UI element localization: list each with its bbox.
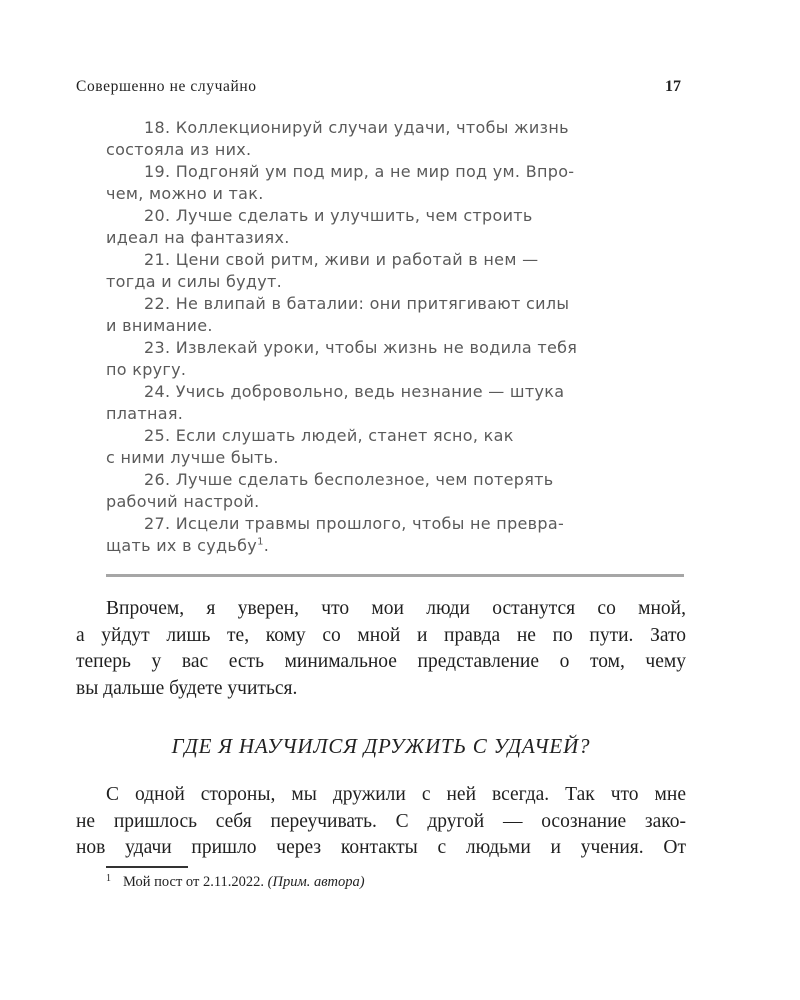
- rule-line: 23. Извлекай уроки, чтобы жизнь не водила тебя: [144, 338, 578, 357]
- rule-line: [106, 535, 646, 557]
- section-divider: [106, 574, 684, 577]
- paragraph-line: нов удачи пришло через контакты с людьми и учения. От: [76, 837, 686, 858]
- rule-item-22: [106, 293, 646, 337]
- paragraph-line: вы дальше будете учиться.: [76, 677, 298, 699]
- paragraph-line: С одной стороны, мы дружили с ней всегда. Так что мне: [106, 784, 686, 805]
- rule-item-23: [106, 337, 646, 381]
- paragraph-line: не пришлось себя переучивать. С другой — осознание зако-: [76, 810, 686, 832]
- rule-line: 19. Подгоняй ум под мир, а не мир под ум. Впро-: [144, 162, 575, 181]
- section-heading: ГДЕ Я НАУЧИЛСЯ ДРУЖИТЬ С УДАЧЕЙ?: [171, 734, 591, 758]
- rule-line: 26. Лучше сделать бесполезное, чем потерять: [144, 470, 554, 489]
- rule-item-26: [106, 469, 646, 513]
- footnote-note: (Прим. автора): [267, 874, 365, 890]
- rule-item-24: [106, 381, 646, 425]
- paragraph-line: а уйдут лишь те, кому со мной и правда не по пути. Зато: [76, 624, 686, 646]
- rule-item-25: [106, 425, 646, 469]
- footnote-reference[interactable]: 1: [257, 536, 264, 548]
- paragraph-line: Впрочем, я уверен, что мои люди останутся со мной,: [106, 598, 686, 619]
- rule-item-27: [106, 513, 646, 557]
- rule-line: состояла из них.: [106, 140, 252, 159]
- rule-line-text: щать их в судьбу: [106, 536, 258, 555]
- rule-line: чем, можно и так.: [106, 184, 264, 203]
- rule-line: 22. Не влипай в баталии: они притягивают силы: [144, 294, 570, 313]
- rule-line: 21. Цени свой ритм, живи и работай в нем —: [144, 250, 539, 269]
- rule-line: платная.: [106, 404, 184, 423]
- rule-line: с ними лучше быть.: [106, 448, 279, 467]
- footnote: [106, 874, 365, 891]
- rule-line: 27. Исцели травмы прошлого, чтобы не превра-: [144, 514, 565, 533]
- rule-line: 24. Учись добровольно, ведь незнание — штука: [144, 382, 565, 401]
- rule-line: тогда и силы будут.: [106, 272, 283, 291]
- rule-item-20: [106, 205, 646, 249]
- rule-line: 25. Если слушать людей, станет ясно, как: [144, 426, 514, 445]
- running-title: Совершенно не случайно: [76, 78, 257, 95]
- rule-line: идеал на фантазиях.: [106, 228, 290, 247]
- rule-item-21: [106, 249, 646, 293]
- rule-line-end: .: [263, 536, 270, 555]
- page-number: 17: [665, 78, 681, 95]
- rule-line: и внимание.: [106, 316, 213, 335]
- rule-item-18: [106, 117, 646, 161]
- footnote-separator: [106, 866, 188, 868]
- footnote-mark: 1: [106, 873, 111, 884]
- body-paragraph-2: [76, 782, 686, 862]
- rule-line: по кругу.: [106, 360, 187, 379]
- rules-list: [106, 117, 646, 557]
- paragraph-line: теперь у вас есть минимальное представление о том, чему: [76, 651, 686, 672]
- rule-item-19: [106, 161, 646, 205]
- rule-line: 20. Лучше сделать и улучшить, чем строить: [144, 206, 533, 225]
- body-paragraph-1: [76, 596, 686, 702]
- rule-line: рабочий настрой.: [106, 492, 260, 511]
- rule-line: 18. Коллекционируй случаи удачи, чтобы жизнь: [144, 118, 569, 137]
- footnote-text: Мой пост от 2.11.2022.: [123, 874, 268, 890]
